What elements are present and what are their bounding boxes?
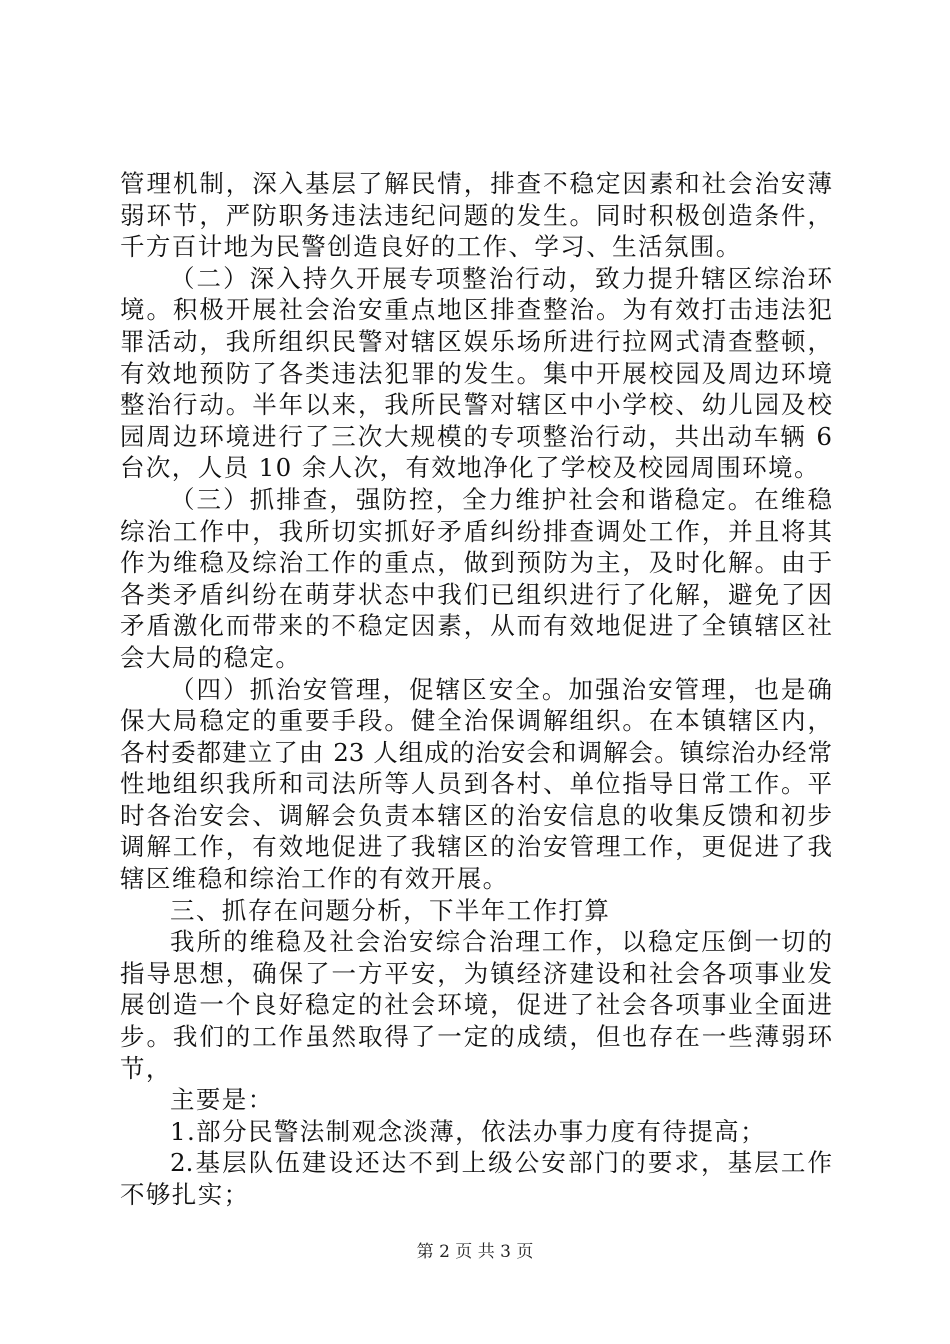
text-line: 整治行动。半年以来，我所民警对辖区中小学校、幼儿园及校 xyxy=(120,390,832,420)
text-line: 罪活动，我所组织民警对辖区娱乐场所进行拉网式清查整顿， xyxy=(120,326,832,356)
list-item: 1.部分民警法制观念淡薄，依法办事力度有待提高； xyxy=(170,1116,766,1146)
text-line: 时各治安会、调解会负责本辖区的治安信息的收集反馈和初步 xyxy=(120,800,832,830)
paragraph-start-line: 我所的维稳及社会治安综合治理工作，以稳定压倒一切的 xyxy=(170,927,832,957)
text-line: 不够扎实； xyxy=(120,1180,250,1209)
text-line: 弱环节，严防职务违法违纪问题的发生。同时积极创造条件， xyxy=(120,200,832,230)
section-heading: 三、抓存在问题分析，下半年工作打算 xyxy=(170,895,611,925)
text-line: 辖区维稳和综治工作的有效开展。 xyxy=(120,864,509,894)
paragraph-start-line: 主要是： xyxy=(170,1085,274,1115)
text-line: 性地组织我所和司法所等人员到各村、单位指导日常工作。平 xyxy=(120,769,832,799)
text-line: 千方百计地为民警创造良好的工作、学习、生活氛围。 xyxy=(120,232,742,262)
paragraph-start-line: （三）抓排查，强防控，全力维护社会和谐稳定。在维稳 xyxy=(170,484,832,514)
text-line: 节， xyxy=(120,1053,172,1083)
text-line: 园周边环境进行了三次大规模的专项整治行动，共出动车辆 6 xyxy=(120,421,832,451)
text-line: 保大局稳定的重要手段。健全治保调解组织。在本镇辖区内， xyxy=(120,706,832,736)
text-line: 有效地预防了各类违法犯罪的发生。集中开展校园及周边环境 xyxy=(120,358,832,388)
text-line: 各村委都建立了由 23 人组成的治安会和调解会。镇综治办经常 xyxy=(120,737,832,767)
text-line: 矛盾激化而带来的不稳定因素，从而有效地促进了全镇辖区社 xyxy=(120,611,832,641)
text-line: 调解工作，有效地促进了我辖区的治安管理工作，更促进了我 xyxy=(120,832,832,862)
text-line: 会大局的稳定。 xyxy=(120,642,302,672)
text-line: 作为维稳及综治工作的重点，做到预防为主，及时化解。由于 xyxy=(120,548,832,578)
text-line: 展创造一个良好稳定的社会环境，促进了社会各项事业全面进 xyxy=(120,990,832,1020)
paragraph-start-line: （二）深入持久开展专项整治行动，致力提升辖区综治环 xyxy=(170,263,832,293)
paragraph-start-line: （四）抓治安管理，促辖区安全。加强治安管理，也是确 xyxy=(170,674,832,704)
list-item: 2.基层队伍建设还达不到上级公安部门的要求，基层工作 xyxy=(170,1148,832,1178)
text-line: 境。积极开展社会治安重点地区排查整治。为有效打击违法犯 xyxy=(120,295,832,325)
text-line: 指导思想，确保了一方平安，为镇经济建设和社会各项事业发 xyxy=(120,958,832,988)
text-line: 管理机制，深入基层了解民情，排查不稳定因素和社会治安薄 xyxy=(120,169,832,198)
text-line: 步。我们的工作虽然取得了一定的成绩，但也存在一些薄弱环 xyxy=(120,1022,832,1052)
text-line: 各类矛盾纠纷在萌芽状态中我们已组织进行了化解，避免了因 xyxy=(120,579,832,609)
page-number-footer: 第 2 页 共 3 页 xyxy=(416,1242,534,1262)
text-line: 综治工作中，我所切实抓好矛盾纠纷排查调处工作，并且将其 xyxy=(120,516,832,546)
document-body xyxy=(120,168,832,1211)
text-line: 台次，人员 10 余人次，有效地净化了学校及校园周围环境。 xyxy=(120,453,820,483)
